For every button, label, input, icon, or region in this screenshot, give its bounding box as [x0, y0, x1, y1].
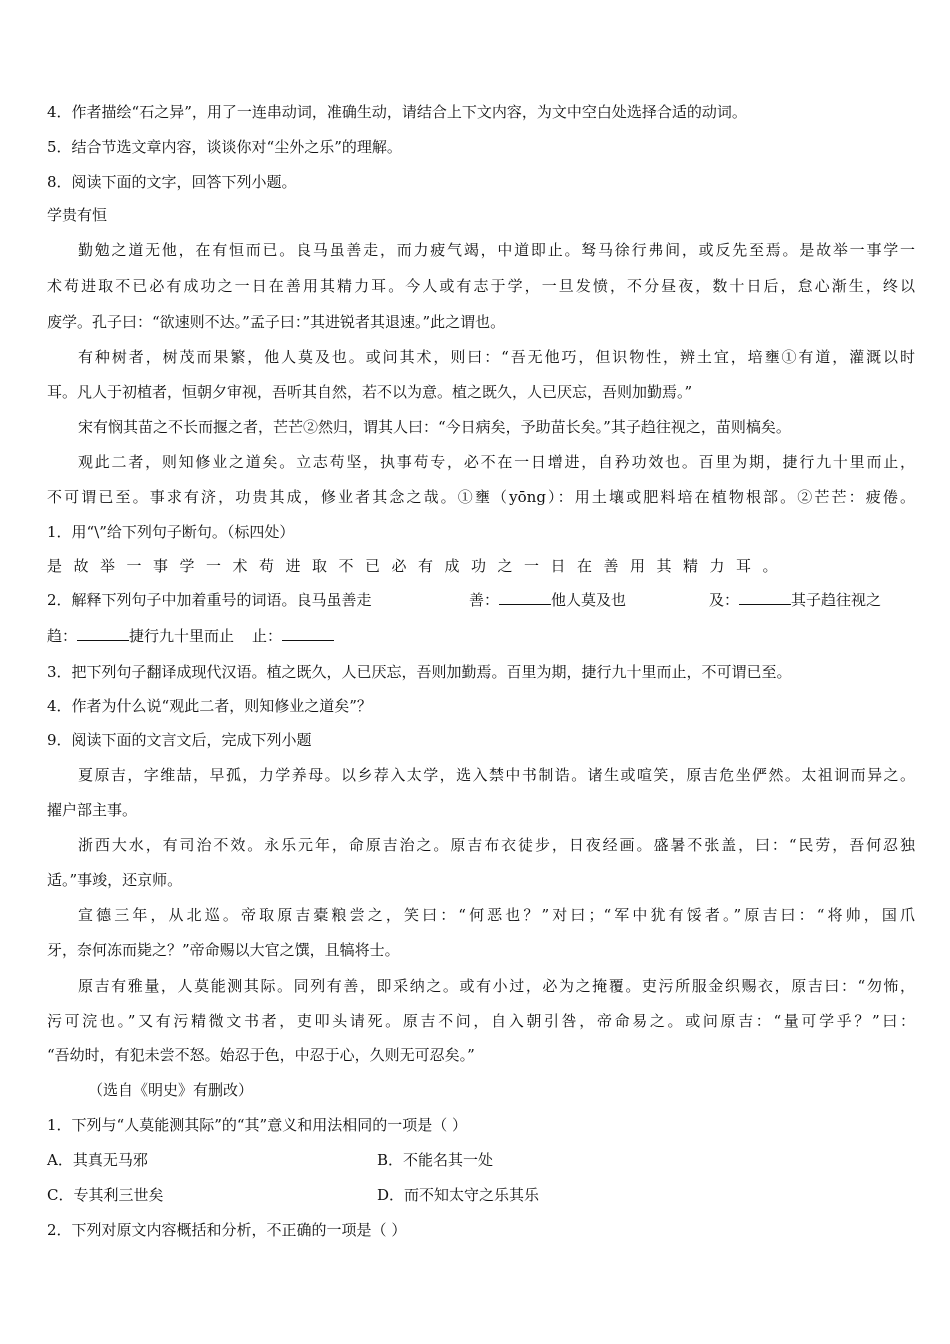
option-c[interactable]: C．专其利三世矣	[47, 1186, 164, 1204]
question-4: 4．作者描绘“石之异”，用了一连串动词，准确生动，请结合上下文内容，为文中空白处选择合适的动词。	[47, 103, 747, 121]
q2-item	[709, 590, 881, 610]
q2-label: 及：	[709, 591, 740, 609]
passage-line: 浙西大水，有司治不效。永乐元年，命原吉治之。原吉布衣徒步，日夜经画。盛暑不张盖，曰：“民劳，吾何忍独	[78, 836, 915, 854]
passage-line: 污可浣也。”又有污精微文书者，吏叩头请死。原吉不问，自入朝引咎，帝命易之。或问原吉：“量可学乎？”曰：	[47, 1012, 915, 1030]
q2-next: 他人莫及也	[551, 591, 627, 609]
passage-source: （选自《明史》有删改）	[88, 1081, 254, 1099]
section-9-heading: 9．阅读下面的文言文后，完成下列小题	[47, 731, 312, 749]
answer-blank[interactable]	[77, 626, 129, 641]
s8-question-4: 4．作者为什么说“观此二者，则知修业之道矣”？	[47, 697, 372, 715]
passage-line: 擢户部主事。	[47, 801, 138, 819]
passage-title: 学贵有恒	[47, 206, 108, 224]
answer-blank[interactable]	[739, 590, 791, 605]
passage-line: 废学。孔子曰：“欲速则不达。”孟子曰：”其进锐者其退速。”此之谓也。	[47, 313, 506, 331]
passage-line: 宋有悯其苗之不长而揠之者，芒芒②然归，谓其人曰：“今日病矣，予助苗长矣。”其子趋往视之，苗则槁矣。	[78, 418, 791, 436]
q2-item	[47, 626, 234, 646]
q2-item	[469, 590, 626, 610]
section-8-heading: 8．阅读下面的文字，回答下列小题。	[47, 173, 297, 191]
option-a[interactable]: A．其真无马邪	[47, 1151, 148, 1169]
q2-label: 止：	[252, 627, 283, 645]
q2-next: 捷行九十里而止	[129, 627, 235, 645]
q2-item	[252, 626, 334, 646]
q2-label: 趋：	[47, 627, 78, 645]
s9-question-2: 2．下列对原文内容概括和分析，不正确的一项是（ ）	[47, 1221, 407, 1239]
passage-line: 术苟进取不已必有成功之一日在善用其精力耳。今人或有志于学，一旦发愤，不分昼夜，数十日后，怠心渐生，终以	[47, 277, 915, 295]
answer-blank[interactable]	[499, 590, 551, 605]
s8-question-1: 1．用“\”给下列句子断句。（标四处）	[47, 523, 295, 541]
passage-line: 宣德三年，从北巡。帝取原吉橐粮尝之，笑曰：“何恶也？”对曰；“军中犹有馁者。”原吉曰：“将帅，国爪	[78, 906, 915, 924]
q2-label: 善：	[469, 591, 500, 609]
passage-line: 观此二者，则知修业之道矣。立志苟坚，执事苟专，必不在一日增进，自矜功效也。百里为期，捷行九十里而止，	[78, 453, 915, 471]
answer-blank[interactable]	[282, 626, 334, 641]
passage-line: 耳。凡人于初植者，恒朝夕审视，吾听其自然，若不以为意。植之既久，人已厌忘，吾则加勤焉。”	[47, 383, 693, 401]
passage-line: 适。”事竣，还京师。	[47, 871, 183, 889]
s9-question-1: 1．下列与“人莫能测其际”的“其”意义和用法相同的一项是（ ）	[47, 1116, 467, 1134]
passage-line: 有种树者，树茂而果繁，他人莫及也。或问其术，则曰：“吾无他巧，但识物性，辨土宜，培壅①有道，灌溉以时	[78, 348, 915, 366]
s8-question-3: 3．把下列句子翻译成现代汉语。植之既久，人已厌忘，吾则加勤焉。百里为期，捷行九十里而止，不可谓已至。	[47, 663, 792, 681]
passage-line: 勤勉之道无他，在有恒而已。良马虽善走，而力疲气竭，中道即止。驽马徐行弗间，或反先至焉。是故举一事学一	[78, 241, 915, 259]
passage-line: 不可谓已至。事求有济，功贵其成，修业者其念之哉。①壅（yōng）：用土壤或肥料培在植物根部。②芒芒：疲倦。	[47, 488, 915, 506]
option-d[interactable]: D．而不知太守之乐其乐	[377, 1186, 540, 1204]
passage-line: 原吉有雅量，人莫能测其际。同列有善，即采纳之。或有小过，必为之掩覆。吏污所服金织赐衣，原吉曰：“勿怖，	[78, 977, 915, 995]
q2-next: 其子趋往视之	[791, 591, 882, 609]
option-b[interactable]: B．不能名其一处	[377, 1151, 494, 1169]
passage-line: “吾幼时，有犯未尝不怒。始忍于色，中忍于心，久则无可忍矣。”	[47, 1046, 475, 1064]
question-5: 5．结合节选文章内容，谈谈你对“尘外之乐”的理解。	[47, 138, 402, 156]
s8-question-2	[47, 590, 947, 650]
q2-prompt: 2．解释下列句子中加着重号的词语。良马虽善走	[47, 591, 372, 609]
passage-line: 夏原吉，字维喆，早孤，力学养母。以乡荐入太学，选入禁中书制诰。诸生或喧笑，原吉危坐俨然。太祖诇而异之。	[78, 766, 915, 784]
s8-question-1-sentence: 是故举一事学一术苟进取不已必有成功之一日在善用其精力耳。	[47, 557, 790, 575]
passage-line: 牙，奈何冻而毙之？”帝命赐以大官之馔，且犒将士。	[47, 941, 400, 959]
